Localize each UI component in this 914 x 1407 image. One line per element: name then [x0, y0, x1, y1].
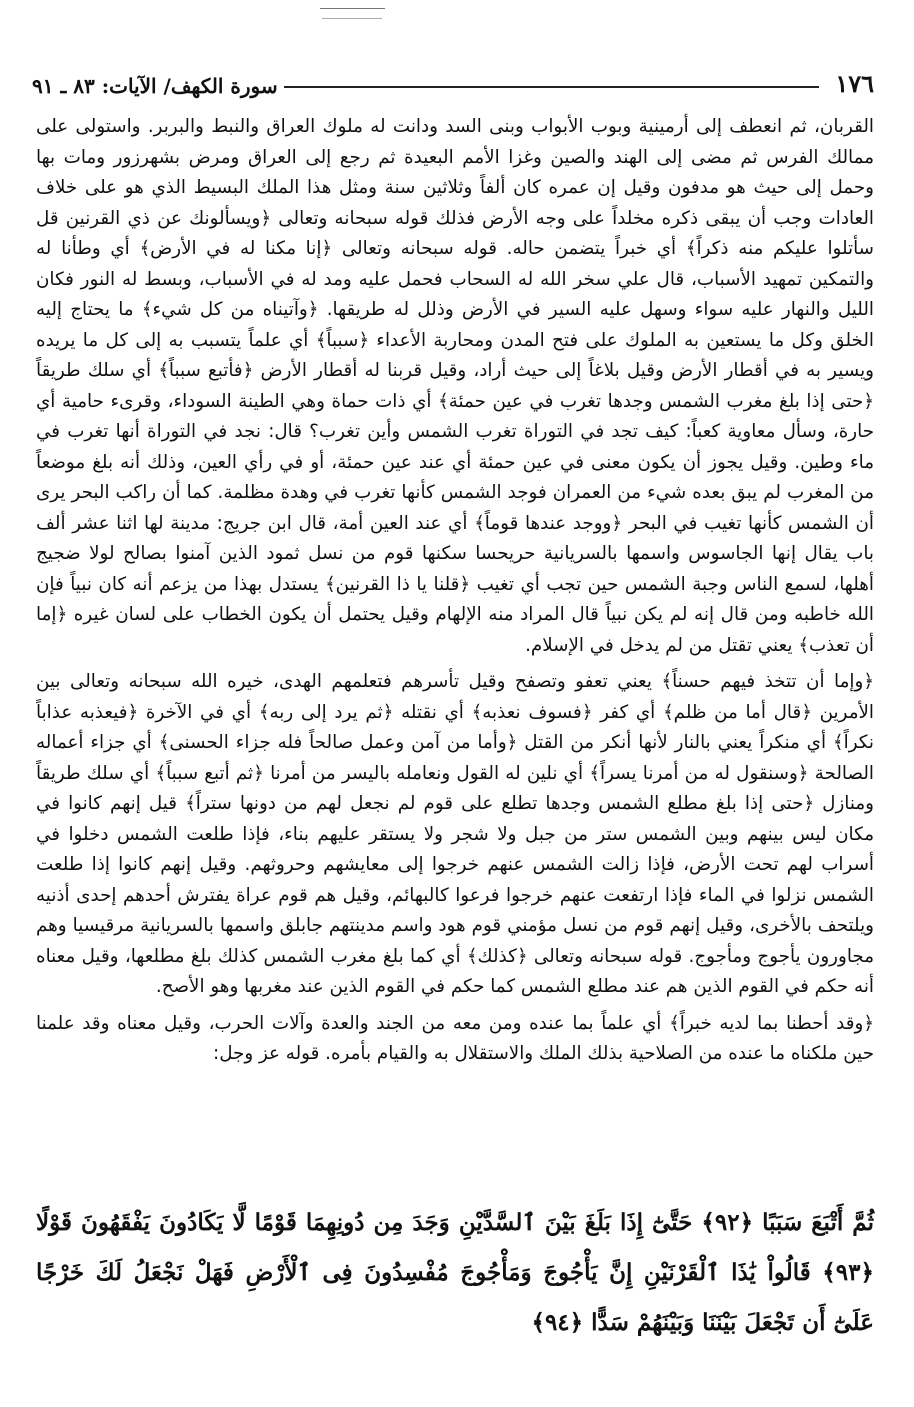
paragraph: ﴿وقد أحطنا بما لديه خبراً﴾ أي علماً بما عنده ومن معه من الجند والعدة وآلات الحرب، وقيل معناه وقد علمنا حين ملكناه ما عنده من الصلاحية بذلك الملك والاستقلال به والقيام بأمره. قوله عز وجل:: [36, 1012, 874, 1064]
quran-verses: ثُمَّ أَتْبَعَ سَبَبًا ﴿٩٢﴾ حَتَّىٰٓ إِذَا بَلَغَ بَيْنَ ٱلسَّدَّيْنِ وَجَدَ مِن دُونِهِمَا قَوْمًا لَّا يَكَادُونَ يَفْقَهُونَ قَوْلًا ﴿٩٣﴾ قَالُواْ يَٰذَا ٱلْقَرْنَيْنِ إِنَّ يَأْجُوجَ وَمَأْجُوجَ مُفْسِدُونَ فِى ٱلْأَرْضِ فَهَلْ نَجْعَلُ لَكَ خَرْجًا عَلَىٰٓ أَن تَجْعَلَ بَيْنَنَا وَبَيْنَهُمْ سَدًّا ﴿٩٤﴾: [36, 1209, 874, 1336]
surah-title: سورة الكهف/ الآيات: ٨٣ ـ ٩١: [32, 74, 278, 98]
page-number: ١٧٦: [835, 69, 874, 98]
running-header: [32, 62, 874, 98]
scan-rule: [320, 8, 385, 9]
paragraph: ﴿وإما أن تتخذ فيهم حسناً﴾ يعني تعفو وتصفح وقيل تأسرهم فتعلمهم الهدى، خيره الله سبحانه وتعالى بين الأمرين ﴿قال أما من ظلم﴾ أي كفر ﴿فسوف نعذبه﴾ أي نقتله ﴿ثم يرد إلى ربه﴾ أي في الآخرة ﴿فيعذبه عذاباً نكراً﴾ أي منكراً يعني بالنار لأنها أنكر من القتل ﴿وأما من آمن وعمل صالحاً فله جزاء الحسنى﴾ أي جزاء أعماله الصالحة ﴿وسنقول له من أمرنا يسراً﴾ أي نلين له القول ونعامله باليسر من أمرنا ﴿ثم أتبع سبباً﴾ أي سلك طريقاً ومنازل ﴿حتى إذا بلغ مطلع الشمس وجدها تطلع على قوم لم نجعل لهم من دونها ستراً﴾ قيل إنهم كانوا في مكان ليس بينهم وبين الشمس ستر من جبل ولا شجر ولا يستقر عليهم بناء، فإذا طلعت الشمس دخلوا في أسراب لهم تحت الأرض، فإذا زالت الشمس عنهم خرجوا إلى معايشهم وحروثهم. وقيل إنهم كانوا إذا طلعت الشمس نزلوا في الماء فإذا ارتفعت عنهم خرجوا فرعوا كالبهائم، وقيل هم قوم عراة يفترش أحدهم إحدى أذنيه ويلتحف بالأخرى، وقيل إنهم قوم من نسل مؤمني قوم هود واسم مدينتهم جابلق واسمها بالسريانية مرقيسيا وهم مجاورون يأجوج ومأجوج. قوله سبحانه وتعالى ﴿كذلك﴾ أي كما بلغ مغرب الشمس كذلك بلغ مطلعها، وقيل معناه أنه حكم في القوم الذين هم عند مطلع الشمس كما حكم في القوم الذين عند مغربها وهو الأصح.: [36, 671, 874, 997]
paragraph: القربان، ثم انعطف إلى أرمينية وبوب الأبواب وبنى السد ودانت له ملوك العراق والنبط والبربر. واستولى على ممالك الفرس ثم مضى إلى الهند والصين وغزا الأمم البعيدة ثم رجع إلى العراق ومرض بشهرزور ومات بها وحمل إلى حيث هو مدفون وقيل إن عمره كان ألفاً وثلاثين سنة ومثل هذا الملك البسيط الذي هو على خلاف العادات وجب أن يبقى ذكره مخلداً على وجه الأرض فذلك قوله سبحانه وتعالى ﴿ويسألونك عن ذي القرنين قل سأتلوا عليكم منه ذكراً﴾ أي خبراً يتضمن حاله. قوله سبحانه وتعالى ﴿إنا مكنا له في الأرض﴾ أي وطأنا له والتمكين تمهيد الأسباب، قال علي سخر الله له السحاب فحمل عليه ومد له في الأسباب، وبسط له النور فكان الليل والنهار عليه سواء وسهل عليه السير في الأرض وذلل له طريقها. ﴿وآتيناه من كل شيء﴾ ما يحتاج إليه الخلق وكل ما يستعين به الملوك على فتح المدن ومحاربة الأعداء ﴿سبباً﴾ أي علماً يتسبب به إلى كل ما يريده ويسير به في أقطار الأرض وقيل بلاغاً إلى حيث أراد، وقيل قربنا له أقطار الأرض ﴿فأتبع سبباً﴾ أي سلك طريقاً ﴿حتى إذا بلغ مغرب الشمس وجدها تغرب في عين حمئة﴾ أي ذات حماة وهي الطينة السوداء، وقرىء حامية أي حارة، وسأل معاوية كعباً: كيف تجد في التوراة تغرب الشمس وأين تغرب؟ قال: نجد في التوراة أنها تغرب في ماء وطين. وقيل يجوز أن يكون معنى في عين حمئة أي عند عين حمئة، أو في رأي العين، وذلك أنه بلغ موضعاً من المغرب لم يبق بعده شيء من العمران فوجد الشمس كأنها تغرب في وهدة مظلمة. كما أن راكب البحر يرى أن الشمس كأنها تغيب في البحر ﴿ووجد عندها قوماً﴾ أي عند العين أمة، قال ابن جريج: مدينة لها اثنا عشر ألف باب يقال إنها الجاسوس واسمها بالسريانية حريحسا سكنها قوم من نسل ثمود الذين آمنوا بصالح لولا ضجيج أهلها، لسمع الناس وجبة الشمس حين تجب أي تغيب ﴿قلنا يا ذا القرنين﴾ يستدل بهذا من يزعم أنه كان نبياً فإن الله خاطبه ومن قال إنه لم يكن نبياً قال المراد منه الإلهام وقيل يحتمل أن يكون الخطاب على لسان غيره ﴿إما أن تعذب﴾ يعني تقتل من لم يدخل في الإسلام.: [36, 116, 874, 656]
commentary-body: [36, 112, 874, 1070]
header-rule: [284, 86, 820, 88]
scan-rule: [322, 18, 382, 19]
